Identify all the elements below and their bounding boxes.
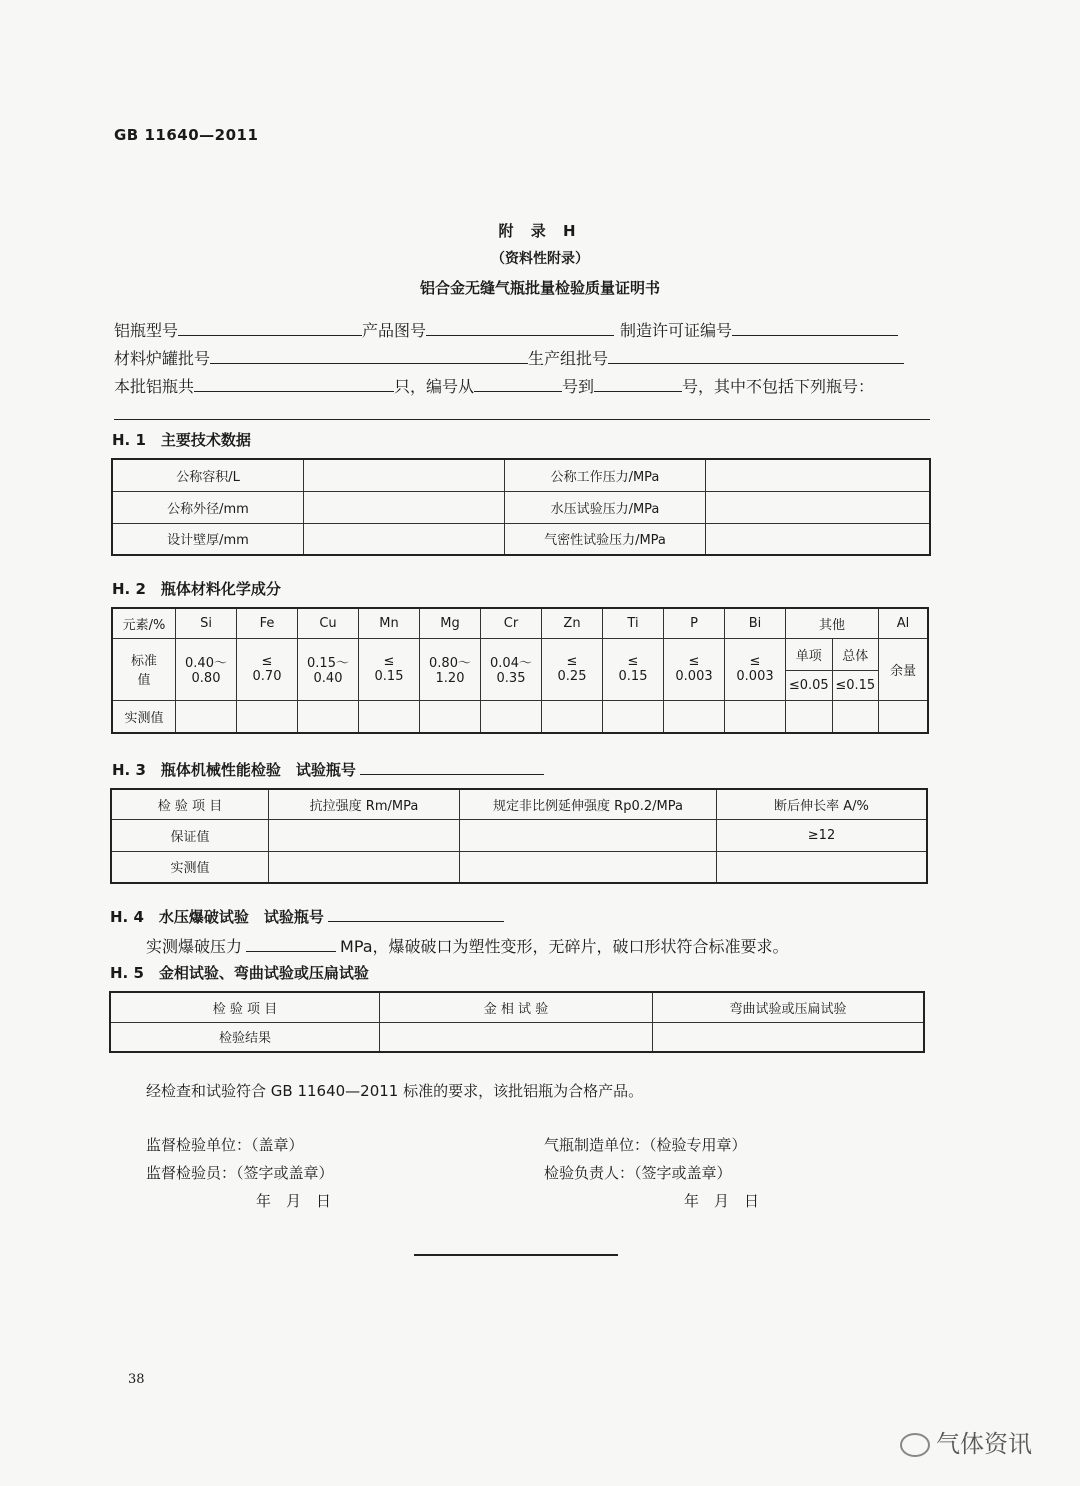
exclude-label: 号，其中不包括下列瓶号： (682, 377, 875, 396)
page-number: 38 (128, 1372, 145, 1387)
h2-head-7: Zn (542, 608, 603, 638)
conclusion-text: 经检查和试验符合 GB 11640—2011 标准的要求，该批铝瓶为合格产品。 (146, 1082, 644, 1100)
count-label: 本批铝瓶共 (114, 377, 195, 396)
license-label: 制造许可证编号 (620, 321, 733, 340)
h5-head-item: 检 验 项 目 (110, 992, 380, 1022)
h2-head-8: Ti (603, 608, 664, 638)
h2-measured-cell[interactable] (481, 701, 542, 733)
h2-head-5: Mg (420, 608, 481, 638)
h3-g-yield[interactable] (460, 819, 717, 851)
h2-std-label-1: 标准 (130, 654, 157, 670)
cell-diameter: 公称外径/mm (112, 491, 304, 523)
h2-std-top: ≤ (688, 654, 700, 670)
sign-right-2: 检验负责人：（签字或盖章） (544, 1164, 732, 1182)
model-label: 铝瓶型号 (114, 321, 179, 340)
cell-leak-pressure: 气密性试验压力/MPa (505, 523, 706, 555)
h3-title-text: H. 3 瓶体机械性能检验 试验瓶号 (112, 761, 356, 779)
h2-measured-cell[interactable] (603, 701, 664, 733)
h2-std-bottom: 0.003 (736, 669, 774, 685)
h3-head-elongation: 断后伸长率 A/% (717, 789, 928, 819)
h5-metallographic-value[interactable] (380, 1022, 653, 1052)
h2-std-3 (359, 638, 420, 700)
cell-leak-pressure-value[interactable] (706, 523, 931, 555)
sign-left-2: 监督检验员：（签字或盖章） (146, 1164, 334, 1182)
cell-test-pressure: 水压试验压力/MPa (505, 491, 706, 523)
h2-measured-cell[interactable] (176, 701, 237, 733)
h4-text-b: MPa，爆破破口为塑性变形，无碎片，破口形状符合标准要求。 (340, 937, 789, 956)
h4-text-row (146, 934, 789, 957)
h2-measured-cell[interactable] (832, 701, 879, 733)
h2-measured-cell[interactable] (542, 701, 603, 733)
h2-measured-cell[interactable] (879, 701, 929, 733)
h2-head-3: Cu (298, 608, 359, 638)
h3-g-elongation: ≥12 (717, 819, 928, 851)
watermark (900, 1424, 1032, 1459)
h2-std-label (112, 638, 176, 700)
drawing-blank[interactable] (426, 321, 614, 336)
section-h5-title: H. 5 金相试验、弯曲试验或压扁试验 (110, 964, 369, 982)
h2-other-total-value: ≤0.15 (832, 670, 879, 700)
cell-work-pressure: 公称工作压力/MPa (505, 459, 706, 491)
h3-head-yield: 规定非比例延伸强度 Rp0.2/MPa (460, 789, 717, 819)
h3-measured: 实测值 (111, 851, 269, 883)
cell-diameter-value[interactable] (304, 491, 505, 523)
h3-head-tensile: 抗拉强度 Rm/MPa (269, 789, 460, 819)
h2-head-2: Fe (237, 608, 298, 638)
cell-wall-value[interactable] (304, 523, 505, 555)
h3-m-tensile[interactable] (269, 851, 460, 883)
cell-work-pressure-value[interactable] (706, 459, 931, 491)
h3-head-item: 检 验 项 目 (111, 789, 269, 819)
h4-text-a: 实测爆破压力 (146, 937, 243, 956)
from-label: 只，编号从 (394, 377, 475, 396)
end-rule (414, 1254, 618, 1256)
h2-measured-cell[interactable] (725, 701, 786, 733)
h2-std-9 (725, 638, 786, 700)
appendix-title: 附 录 H (498, 222, 582, 240)
section-h3-title (112, 759, 544, 780)
h2-head-6: Cr (481, 608, 542, 638)
h2-head-10: Bi (725, 608, 786, 638)
h2-std-top: ≤ (566, 654, 578, 670)
h2-std-6 (542, 638, 603, 700)
h2-head-11: 其他 (786, 608, 879, 638)
h2-head-1: Si (176, 608, 237, 638)
field-row-1 (114, 318, 898, 341)
h5-head-metallographic: 金 相 试 验 (380, 992, 653, 1022)
batch-label: 生产组批号 (528, 349, 609, 368)
heat-label: 材料炉罐批号 (114, 349, 211, 368)
h2-std-label-2: 值 (137, 673, 151, 689)
h2-std-7 (603, 638, 664, 700)
h2-std-5 (481, 638, 542, 700)
h2-table (111, 607, 929, 734)
count-blank[interactable] (194, 377, 394, 392)
h5-result-label: 检验结果 (110, 1022, 380, 1052)
h3-g-tensile[interactable] (269, 819, 460, 851)
h2-std-8 (664, 638, 725, 700)
sign-right-date: 年 月 日 (684, 1192, 760, 1210)
h2-measured-label: 实测值 (112, 701, 176, 733)
batch-blank[interactable] (608, 349, 904, 364)
h2-std-bottom: 1.20 (435, 671, 465, 687)
cell-test-pressure-value[interactable] (706, 491, 931, 523)
h2-std-0 (176, 638, 237, 700)
h5-table (109, 991, 925, 1053)
wechat-icon (900, 1433, 930, 1457)
h1-table (111, 458, 931, 556)
h4-pressure-blank[interactable] (246, 937, 336, 952)
section-h2-title: H. 2 瓶体材料化学成分 (112, 580, 281, 598)
h2-other-single: 单项 (786, 638, 833, 670)
field-row-2 (114, 346, 904, 369)
exclude-line[interactable] (114, 419, 930, 420)
to-label: 号到 (562, 377, 595, 396)
from-blank[interactable] (474, 377, 562, 392)
h2-head-0: 元素/% (112, 608, 176, 638)
h2-std-bottom: 0.70 (252, 669, 282, 685)
h2-head-9: P (664, 608, 725, 638)
h2-std-bottom: 0.003 (675, 669, 713, 685)
standard-number: GB 11640—2011 (114, 126, 259, 144)
h3-m-yield[interactable] (460, 851, 717, 883)
drawing-label: 产品图号 (362, 321, 427, 340)
to-blank[interactable] (594, 377, 682, 392)
model-blank[interactable] (178, 321, 362, 336)
h2-std-bottom: 0.40 (313, 671, 343, 687)
document-title: 铝合金无缝气瓶批量检验质量证明书 (419, 279, 660, 297)
h2-std-bottom: 0.35 (496, 671, 526, 687)
h2-measured-cell[interactable] (420, 701, 481, 733)
h3-table (110, 788, 928, 884)
h3-guaranteed: 保证值 (111, 819, 269, 851)
appendix-type: （资料性附录） (491, 251, 589, 267)
h2-other-single-value: ≤0.05 (786, 670, 833, 700)
cell-capacity-value[interactable] (304, 459, 505, 491)
watermark-text: 气体资讯 (936, 1430, 1032, 1458)
h2-std-bottom: 0.15 (374, 669, 404, 685)
h2-std-top: 0.15～ (307, 656, 349, 672)
h2-measured-cell[interactable] (664, 701, 725, 733)
h2-std-bottom: 0.25 (557, 669, 587, 685)
h2-std-top: ≤ (749, 654, 761, 670)
h3-bottle-blank[interactable] (360, 760, 544, 775)
h2-measured-cell[interactable] (298, 701, 359, 733)
h2-std-1 (237, 638, 298, 700)
h2-std-bottom: 0.80 (191, 671, 221, 687)
h2-al-value: 余量 (879, 638, 929, 700)
heat-blank[interactable] (210, 349, 528, 364)
h2-std-4 (420, 638, 481, 700)
cell-wall: 设计壁厚/mm (112, 523, 304, 555)
h5-bend-value[interactable] (653, 1022, 925, 1052)
field-row-3 (114, 374, 874, 397)
h2-measured-cell[interactable] (359, 701, 420, 733)
h5-head-bend: 弯曲试验或压扁试验 (653, 992, 925, 1022)
h2-std-bottom: 0.15 (618, 669, 648, 685)
section-h1-title: H. 1 主要技术数据 (112, 431, 251, 449)
cell-capacity: 公称容积/L (112, 459, 304, 491)
sign-right-1: 气瓶制造单位：（检验专用章） (544, 1136, 747, 1154)
h2-other-total: 总体 (832, 638, 879, 670)
h2-std-top: ≤ (627, 654, 639, 670)
h2-std-top: 0.04～ (490, 656, 532, 672)
h2-measured-cell[interactable] (786, 701, 833, 733)
sign-left-date: 年 月 日 (256, 1192, 332, 1210)
h2-std-top: ≤ (383, 654, 395, 670)
h2-std-top: 0.80～ (429, 656, 471, 672)
h4-title-text: H. 4 水压爆破试验 试验瓶号 (110, 908, 324, 926)
section-h4-title (110, 906, 504, 927)
h2-head-12: Al (879, 608, 929, 638)
license-blank[interactable] (732, 321, 898, 336)
h2-head-4: Mn (359, 608, 420, 638)
h2-std-top: ≤ (261, 654, 273, 670)
h2-std-2 (298, 638, 359, 700)
sign-left-1: 监督检验单位：（盖章） (146, 1136, 304, 1154)
h2-std-top: 0.40～ (185, 656, 227, 672)
h2-measured-cell[interactable] (237, 701, 298, 733)
h3-m-elongation[interactable] (717, 851, 928, 883)
h4-bottle-blank[interactable] (328, 907, 504, 922)
